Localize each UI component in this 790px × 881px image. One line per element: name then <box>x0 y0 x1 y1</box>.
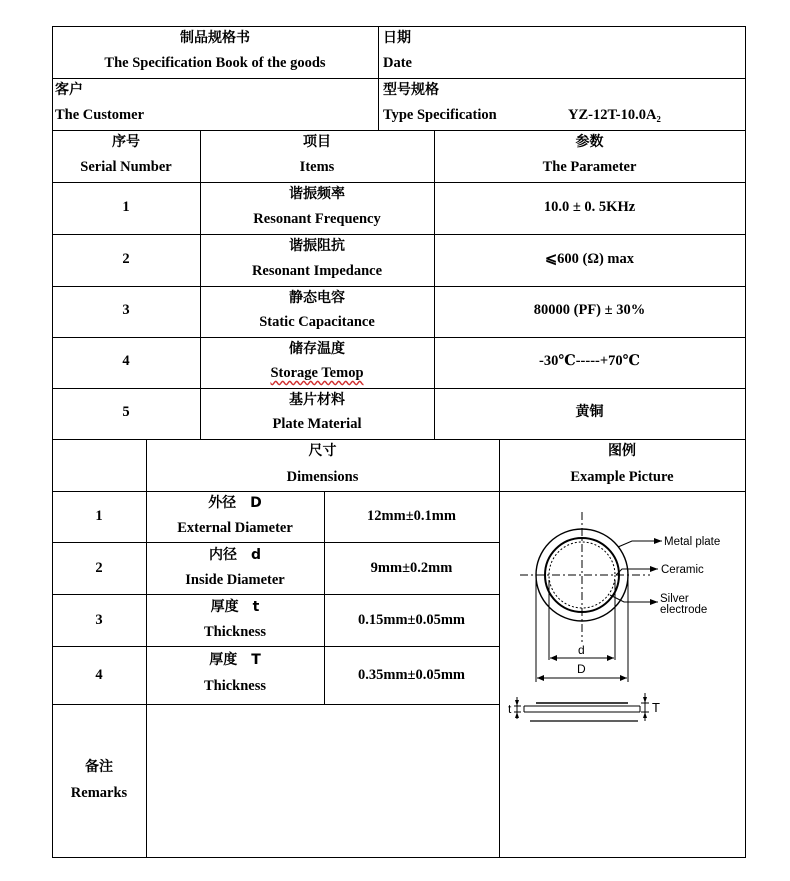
arrowhead <box>650 599 658 605</box>
items-header-cn: 项目 <box>303 134 331 150</box>
serial-header-en: Serial Number <box>80 159 172 175</box>
item-value: 黄铜 <box>575 404 604 420</box>
dimension-row-number: 4 <box>95 667 103 683</box>
model-label-en: Type Specification <box>383 107 497 123</box>
dimension-row-number: 3 <box>95 612 103 628</box>
customer-label-en: The Customer <box>55 107 145 123</box>
border-top <box>52 26 746 27</box>
item-name-cn: 谐振频率 <box>289 186 345 202</box>
divider <box>52 78 746 79</box>
divider <box>52 388 746 389</box>
item-value: 80000 (PF) ± 30% <box>533 302 646 318</box>
arrowhead <box>654 538 662 544</box>
dimension-value: 9mm±0.2mm <box>370 560 453 576</box>
divider <box>52 337 746 338</box>
label-ceramic: Ceramic <box>661 564 704 576</box>
title-cn: 制品规格书 <box>180 30 250 46</box>
dimension-row-number: 2 <box>95 560 103 576</box>
items-header-en: Items <box>299 159 335 175</box>
table-row-number: 3 <box>122 302 130 318</box>
table-row-number: 4 <box>122 353 130 369</box>
item-value: ⩽600 (Ω) max <box>545 251 634 267</box>
arrowhead <box>515 712 519 718</box>
model-label-cn: 型号规格 <box>383 82 439 98</box>
title-en: The Specification Book of the goods <box>104 55 326 71</box>
item-value: -30℃-----+70℃ <box>539 353 640 369</box>
arrowhead <box>643 697 647 703</box>
item-name-en: Resonant Impedance <box>251 263 383 279</box>
serial-header-cn: 序号 <box>112 134 140 150</box>
metal-plate-outline <box>536 529 628 621</box>
dimension-row-number: 1 <box>95 508 103 524</box>
remarks-label-cn: 备注 <box>85 759 113 775</box>
label-d: d <box>578 643 585 657</box>
border-right <box>745 26 746 858</box>
divider <box>52 234 746 235</box>
dimension-name-cn: 外径 D <box>208 495 262 511</box>
dimension-name-en: Thickness <box>203 624 267 640</box>
dimensions-header-en: Dimensions <box>286 469 359 485</box>
table-row-number: 5 <box>122 404 130 420</box>
item-name-cn: 基片材料 <box>289 392 345 408</box>
label-t: t <box>508 702 512 716</box>
item-name-en: Storage Temop <box>270 365 364 381</box>
date-label-en: Date <box>383 55 412 71</box>
spec-sheet <box>52 26 746 858</box>
divider <box>52 542 499 543</box>
label-metal-plate: Metal plate <box>664 536 721 548</box>
arrowhead <box>515 700 519 706</box>
param-header-cn: 参数 <box>575 134 604 150</box>
divider <box>52 182 746 183</box>
customer-label-cn: 客户 <box>55 82 83 98</box>
item-name-en: Static Capacitance <box>259 314 375 330</box>
dimension-value: 0.15mm±0.05mm <box>357 612 466 628</box>
disc-side-profile <box>500 681 745 729</box>
dimension-name-en: Thickness <box>203 678 267 694</box>
divider <box>52 704 499 705</box>
divider <box>378 26 379 130</box>
arrowhead <box>607 655 614 661</box>
picture-header-en: Example Picture <box>570 469 674 485</box>
arrowhead <box>550 655 557 661</box>
arrowhead <box>643 712 647 718</box>
dimension-value: 12mm±0.1mm <box>367 508 456 524</box>
dimension-name-cn: 厚度 t <box>210 599 260 615</box>
table-row-number: 2 <box>122 251 130 267</box>
dimensions-header-cn: 尺寸 <box>308 443 337 459</box>
divider <box>434 130 435 439</box>
item-name-en: Resonant Frequency <box>253 211 381 227</box>
item-value: 10.0 ± 0. 5KHz <box>543 199 636 215</box>
param-header-en: The Parameter <box>542 159 637 175</box>
label-silver: Silver <box>660 593 689 605</box>
divider <box>52 646 499 647</box>
arrowhead <box>650 566 658 572</box>
dimension-name-en: External Diameter <box>177 520 293 536</box>
label-D: D <box>577 662 586 676</box>
dimension-name-en: Inside Diameter <box>185 572 285 588</box>
dimension-name-cn: 内径 d <box>208 547 262 563</box>
dimension-name-cn: 厚度 T <box>209 652 261 668</box>
divider <box>52 286 746 287</box>
item-name-en: Plate Material <box>272 416 362 432</box>
divider <box>52 130 746 131</box>
item-name-cn: 谐振阻抗 <box>289 238 345 254</box>
table-row-number: 1 <box>122 199 130 215</box>
border-bottom <box>52 857 746 858</box>
picture-header-cn: 图例 <box>608 443 636 459</box>
label-T: T <box>652 700 660 715</box>
item-name-cn: 静态电容 <box>289 290 345 306</box>
model-value: YZ-12T-10.0A₂ <box>568 107 661 123</box>
remarks-label-en: Remarks <box>70 785 128 801</box>
item-name-cn: 储存温度 <box>289 341 345 357</box>
label-electrode: electrode <box>660 604 708 616</box>
divider <box>52 439 746 440</box>
divider <box>52 594 499 595</box>
date-label-cn: 日期 <box>383 30 411 46</box>
dimension-value: 0.35mm±0.05mm <box>357 667 466 683</box>
